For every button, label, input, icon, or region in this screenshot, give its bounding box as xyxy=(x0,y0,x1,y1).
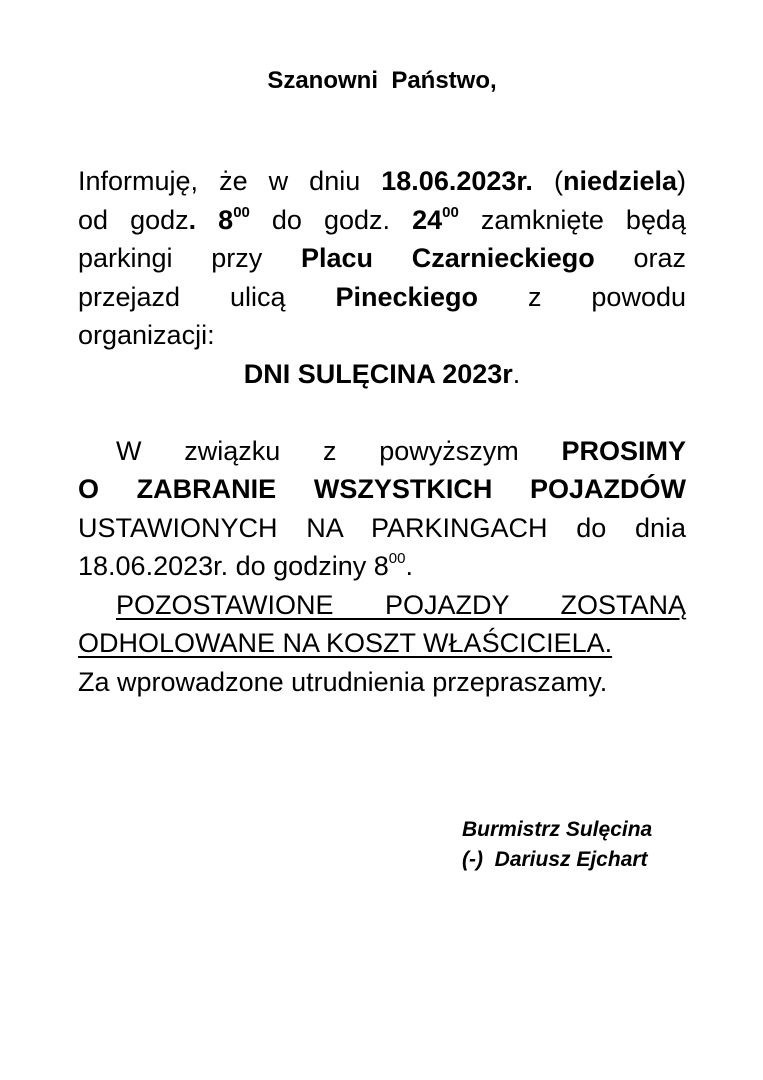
text-fragment: zamknięte będą xyxy=(458,204,686,235)
closure-date-line xyxy=(78,162,686,201)
text-fragment: W związku z powyższym xyxy=(116,435,562,466)
paragraph-spacer xyxy=(78,393,686,432)
text-fragment: przejazd ulicą xyxy=(78,281,336,312)
text-fragment: z powodu xyxy=(478,281,686,312)
notice-body xyxy=(78,162,686,701)
signature-name: (-) Dariusz Ejchart xyxy=(462,848,648,871)
request-prosimy: PROSIMY xyxy=(561,435,686,466)
warning-line-1 xyxy=(78,586,686,625)
event-name-line xyxy=(78,355,686,394)
text-fragment: parkingi przy xyxy=(78,243,301,273)
closure-weekday: niedziela xyxy=(562,166,677,196)
warning-text-1: POZOSTAWIONE POJAZDY ZOSTANĄ xyxy=(116,589,686,620)
closure-street-line xyxy=(78,278,686,317)
closure-date: 18.06.2023r. xyxy=(381,166,533,196)
text-fragment: ) xyxy=(677,166,686,196)
text-fragment: do godz. xyxy=(249,204,413,235)
text-fragment: 18.06.2023r. do godziny 8 xyxy=(78,551,389,581)
text-fragment: . xyxy=(405,551,413,581)
warning-line-2 xyxy=(78,624,686,663)
closure-place-line xyxy=(78,239,686,278)
hour-to-minutes: 00 xyxy=(442,203,459,221)
warning-text-2: ODHOLOWANE NA KOSZT WŁAŚCICIELA. xyxy=(78,628,613,658)
text-fragment: oraz xyxy=(594,243,687,273)
text-fragment: . xyxy=(188,204,197,235)
closure-street: Pineckiego xyxy=(335,281,479,312)
paragraph-warning xyxy=(78,586,686,663)
greeting-heading: Szanowni Państwo, xyxy=(267,67,497,94)
signature-title: Burmistrz Sulęcina xyxy=(462,818,653,841)
request-line-3: USTAWIONYCH NA PARKINGACH do dnia xyxy=(78,512,686,543)
text-fragment: ( xyxy=(532,166,563,196)
text-fragment: . xyxy=(512,358,521,389)
request-line-2 xyxy=(78,470,686,509)
signature-block xyxy=(462,815,652,875)
paragraph-closure-info xyxy=(78,162,686,393)
closing-apology: Za wprowadzone utrudnienia przepraszamy. xyxy=(78,666,608,697)
request-line-4 xyxy=(78,547,686,586)
text-fragment: Informuję, że w dniu xyxy=(78,166,382,196)
closure-place: Placu Czarnieckiego xyxy=(300,243,595,273)
organization-line: organizacji: xyxy=(78,320,215,350)
text-fragment: od godz xyxy=(78,204,189,235)
request-line-1 xyxy=(78,432,686,471)
paragraph-request xyxy=(78,432,686,586)
closure-hours-line xyxy=(78,201,686,240)
deadline-minutes: 00 xyxy=(388,550,406,567)
hour-from-minutes: 00 xyxy=(233,203,250,221)
request-remove-vehicles: O ZABRANIE WSZYSTKICH POJAZDÓW xyxy=(78,474,686,504)
paragraph-closing xyxy=(78,663,686,702)
hour-to: 24 xyxy=(412,204,443,235)
event-name: DNI SULĘCINA 2023r xyxy=(243,358,513,389)
hour-from: 8 xyxy=(218,204,234,235)
